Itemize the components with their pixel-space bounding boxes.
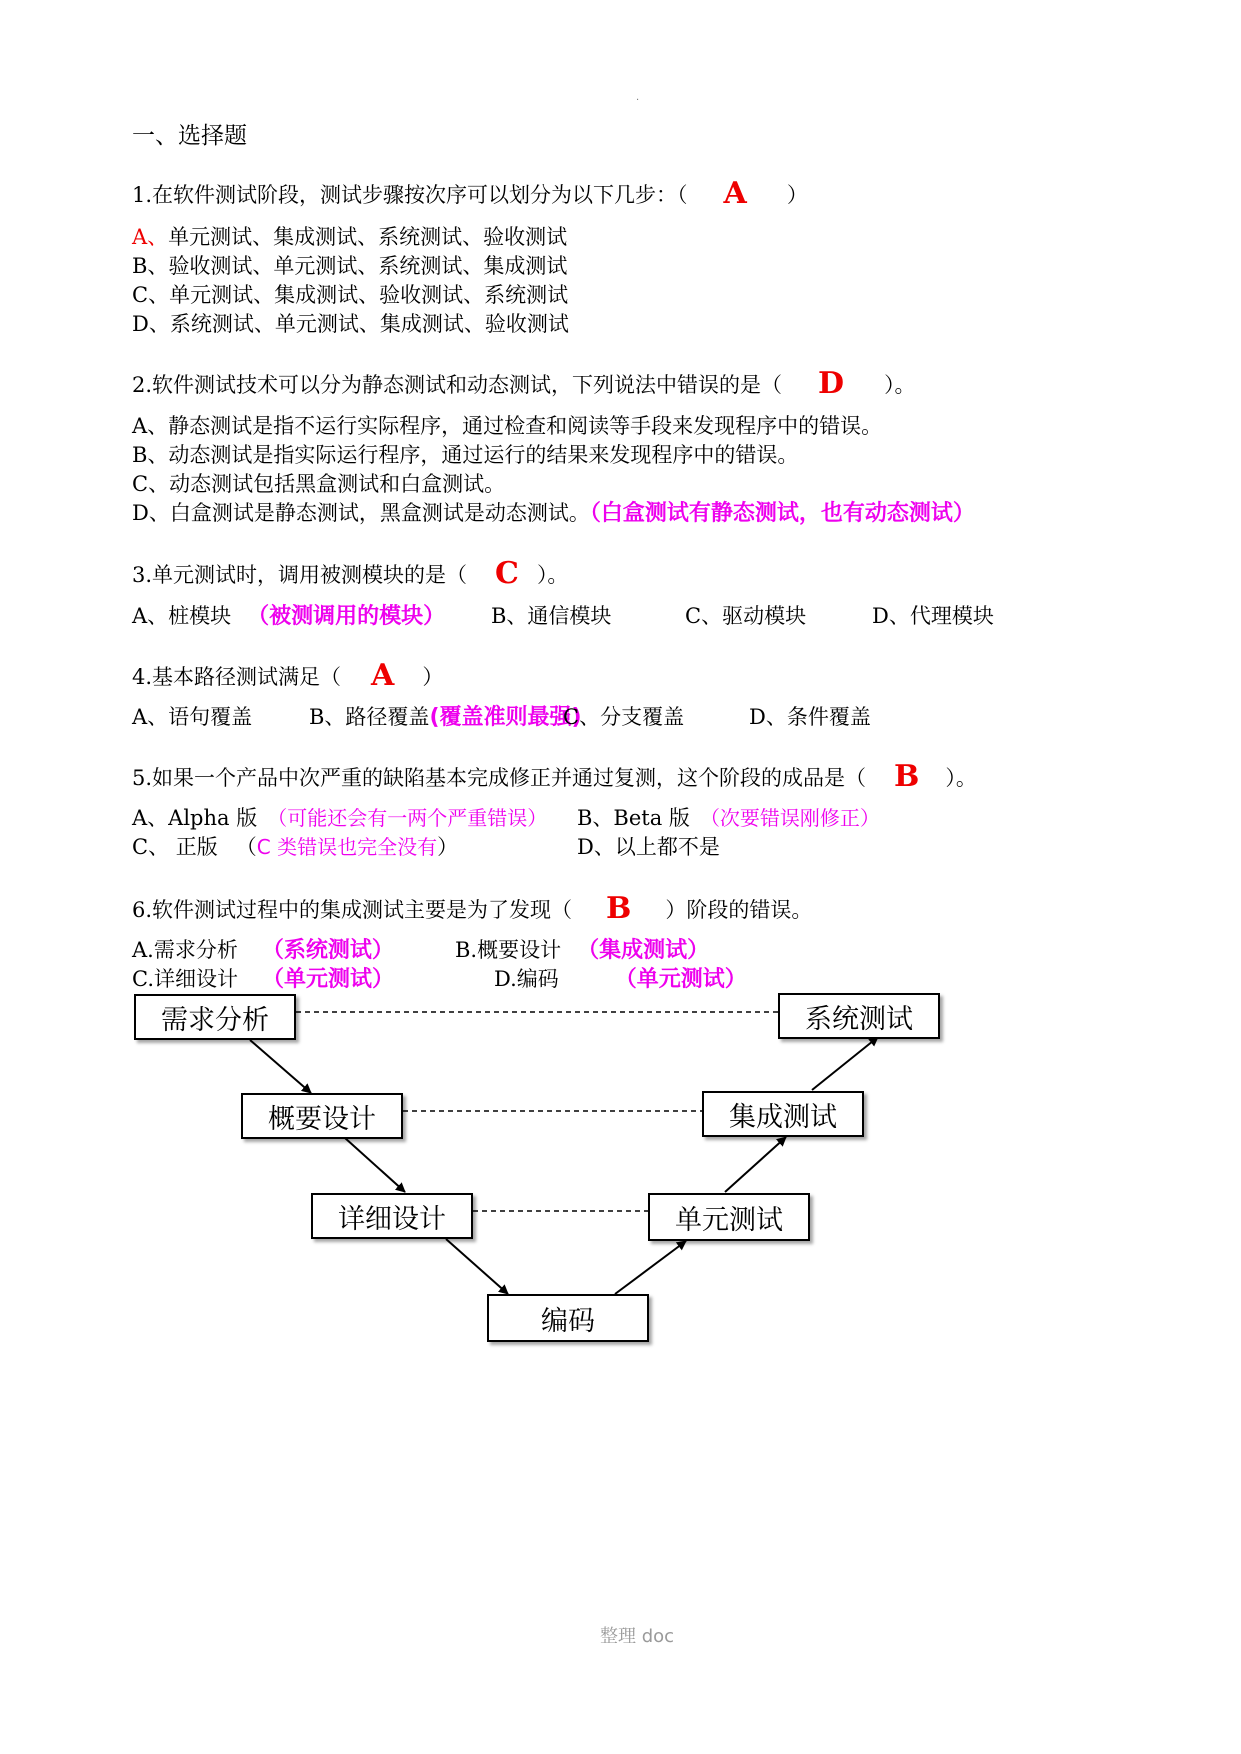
q4-stem-text: 4.基本路径测试满足（ bbox=[132, 665, 342, 689]
q5-option-c-note-close: ） bbox=[437, 835, 459, 859]
arrow-outline-to-detail bbox=[345, 1138, 405, 1192]
q5-option-c bbox=[132, 834, 458, 860]
q2-stem bbox=[132, 366, 916, 401]
q6-option-c-text: C.详细设计 bbox=[132, 967, 238, 991]
q1-stem-end: ） bbox=[786, 183, 808, 207]
q3-answer: C bbox=[495, 556, 519, 591]
q5-option-b-note: （次要错误刚修正） bbox=[699, 806, 880, 830]
q1-option-b-text: 验收测试、单元测试、系统测试、集成测试 bbox=[168, 254, 568, 278]
q5-option-b-text: B、Beta 版 bbox=[577, 806, 690, 830]
q2-answer: D bbox=[818, 366, 845, 401]
q5-option-a-text: A、Alpha 版 bbox=[132, 806, 258, 830]
q6-option-b-note: （集成测试） bbox=[577, 938, 710, 963]
q6-option-a bbox=[132, 937, 394, 964]
q6-option-c-note: （单元测试） bbox=[262, 967, 395, 992]
q6-stem bbox=[132, 891, 813, 926]
q6-stem-text: 6.软件测试过程中的集成测试主要是为了发现（ bbox=[132, 898, 573, 922]
q4-stem-end: ） bbox=[422, 665, 444, 689]
q3-stem-end: ）。 bbox=[536, 563, 569, 587]
q2-stem-end: ）。 bbox=[884, 373, 916, 397]
q2-option-a: A、静态测试是指不运行实际程序，通过检查和阅读等手段来发现程序中的错误。 bbox=[132, 414, 883, 438]
arrow-integ-to-sys bbox=[812, 1037, 878, 1090]
q5-option-c-note-open: （ bbox=[235, 835, 257, 859]
q6-option-c bbox=[132, 966, 394, 993]
q5-stem-text: 5.如果一个产品中次严重的缺陷基本完成修正并通过复测，这个阶段的成品是（ bbox=[132, 766, 867, 790]
q3-option-c: C、驱动模块 bbox=[685, 604, 807, 628]
arrow-req-to-outline bbox=[250, 1040, 311, 1093]
arrow-unit-to-integ bbox=[725, 1137, 786, 1192]
q5-option-a-note: （可能还会有一两个严重错误） bbox=[267, 806, 548, 830]
q1-option-a bbox=[132, 224, 567, 250]
q1-option-b-letter: B、 bbox=[132, 254, 169, 278]
q6-answer: B bbox=[606, 891, 632, 926]
q5-option-d: D、以上都不是 bbox=[577, 835, 720, 859]
q1-option-d-letter: D、 bbox=[132, 312, 170, 336]
q6-option-d-text: D.编码 bbox=[494, 967, 559, 991]
q5-stem-end: ）。 bbox=[945, 766, 977, 790]
q1-stem-text: 1.在软件测试阶段，测试步骤按次序可以划分为以下几步：（ bbox=[132, 183, 688, 207]
box-detailed-design: 详细设计 bbox=[311, 1193, 473, 1239]
q2-option-d-note: （白盒测试有静态测试，也有动态测试） bbox=[589, 501, 975, 526]
q5-option-c-text: C、 正版 bbox=[132, 835, 218, 859]
q4-option-a: A、语句覆盖 bbox=[132, 705, 253, 729]
q1-option-c-letter: C、 bbox=[132, 283, 170, 307]
q6-option-b-text: B.概要设计 bbox=[455, 938, 562, 962]
footer-label: 整理 doc bbox=[600, 1626, 675, 1647]
header-dot: . bbox=[636, 92, 640, 103]
arrow-detail-to-code bbox=[446, 1239, 508, 1294]
q2-option-d bbox=[132, 500, 975, 527]
q6-option-b bbox=[455, 937, 709, 964]
q6-option-a-note: （系统测试） bbox=[261, 938, 394, 963]
q4-option-c: C、分支覆盖 bbox=[563, 705, 685, 729]
q5-option-c-note: C 类错误也完全没有 bbox=[256, 835, 438, 859]
q6-option-d-note: （单元测试） bbox=[614, 967, 747, 992]
q1-answer: A bbox=[723, 176, 747, 211]
q5-stem bbox=[132, 759, 977, 794]
arrow-code-to-unit bbox=[615, 1241, 686, 1294]
box-unit-test: 单元测试 bbox=[648, 1193, 810, 1241]
q1-option-d-text: 系统测试、单元测试、集成测试、验收测试 bbox=[169, 312, 569, 336]
q4-option-b-text: B、路径覆盖 bbox=[309, 705, 430, 729]
q1-option-b bbox=[132, 253, 567, 279]
q3-option-a-text: A、桩模块 bbox=[132, 604, 232, 628]
q4-stem bbox=[132, 658, 444, 693]
box-system-test: 系统测试 bbox=[778, 993, 940, 1039]
q3-option-a bbox=[132, 603, 445, 630]
q4-option-b-note: (覆盖准则最强) bbox=[429, 705, 582, 730]
q3-option-b: B、通信模块 bbox=[491, 604, 612, 628]
q2-option-b: B、动态测试是指实际运行程序，通过运行的结果来发现程序中的错误。 bbox=[132, 443, 799, 467]
q1-option-a-text: 单元测试、集成测试、系统测试、验收测试 bbox=[168, 225, 568, 249]
q6-option-a-text: A.需求分析 bbox=[132, 938, 238, 962]
q2-option-d-text: D、白盒测试是静态测试，黑盒测试是动态测试。 bbox=[132, 501, 590, 525]
q5-answer: B bbox=[894, 759, 920, 794]
q6-stem-end: ）阶段的错误。 bbox=[665, 898, 813, 922]
q3-stem bbox=[132, 556, 569, 591]
box-integration-test: 集成测试 bbox=[702, 1091, 864, 1137]
box-outline-design: 概要设计 bbox=[241, 1093, 403, 1139]
q1-option-c bbox=[132, 282, 568, 308]
q5-option-a bbox=[132, 805, 547, 831]
box-requirements-analysis: 需求分析 bbox=[134, 994, 296, 1040]
q6-option-d bbox=[494, 966, 747, 993]
q4-option-b bbox=[309, 704, 582, 731]
q2-stem-text: 2.软件测试技术可以分为静态测试和动态测试，下列说法中错误的是（ bbox=[132, 373, 783, 397]
q2-option-c: C、动态测试包括黑盒测试和白盒测试。 bbox=[132, 472, 506, 496]
q3-option-a-note: （被测调用的模块） bbox=[247, 604, 446, 629]
q3-stem-text: 3.单元测试时，调用被测模块的是（ bbox=[132, 563, 468, 587]
q1-option-a-letter: A、 bbox=[132, 225, 169, 249]
q3-option-d: D、代理模块 bbox=[872, 604, 994, 628]
q5-option-b bbox=[577, 805, 880, 831]
section-title: 一、选择题 bbox=[132, 123, 247, 149]
q1-stem bbox=[132, 176, 808, 211]
q4-answer: A bbox=[371, 658, 395, 693]
q1-option-d bbox=[132, 311, 569, 337]
box-coding: 编码 bbox=[487, 1294, 649, 1342]
q1-option-c-text: 单元测试、集成测试、验收测试、系统测试 bbox=[169, 283, 569, 307]
q4-option-d: D、条件覆盖 bbox=[749, 705, 871, 729]
